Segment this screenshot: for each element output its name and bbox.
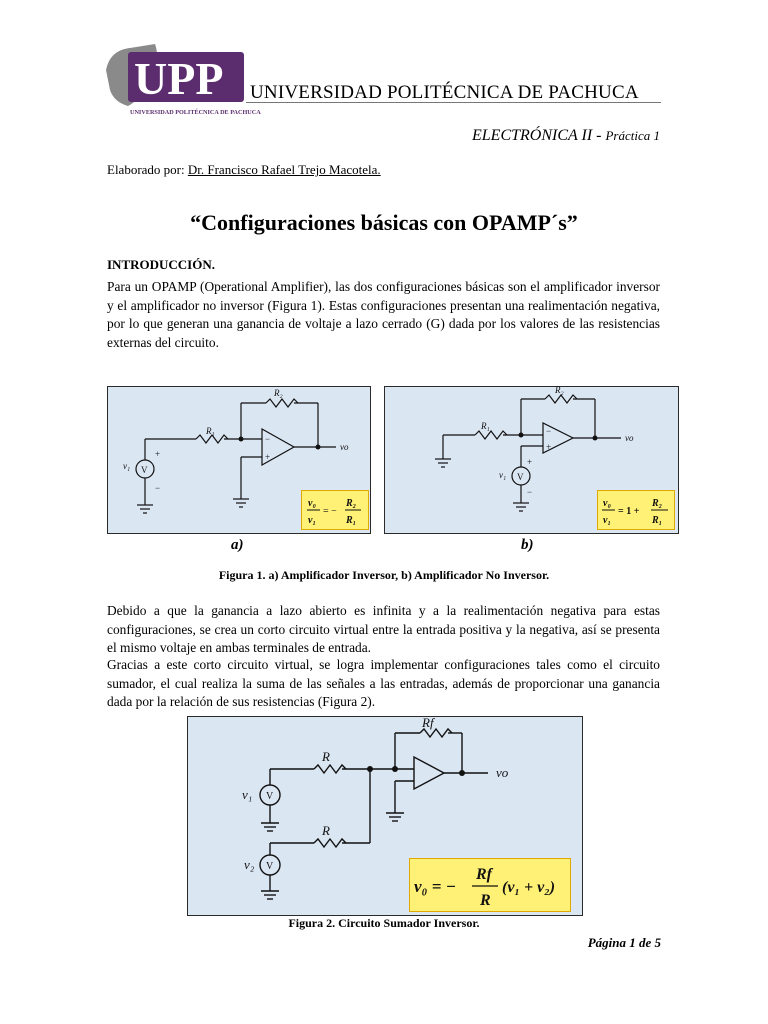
svg-text:v₁: v₁ [499,470,507,480]
svg-text:+: + [527,457,533,467]
label-source-minus: − [155,483,161,493]
author-label: Elaborado por: [107,162,185,177]
label-source-plus: + [155,449,161,459]
svg-text:V: V [266,861,274,872]
resistor-r1 [475,431,507,439]
practice-number: Práctica 1 [605,128,660,143]
figure-1b-noninverting-amplifier [384,386,679,534]
svg-text:V: V [266,791,274,802]
virtual-short-paragraph: Debido a que la ganancia a lazo abierto es infinita y a la realimentación negativa para estas configuraciones, se crea un corto circuito virtual entre la entrada positiva y la negativa, así se presenta el mismo voltaje en ambas terminales de entrada. [107,603,660,655]
label-source-v: V [141,465,148,475]
resistor-r2 [545,395,577,403]
figure-1-caption: Figura 1. a) Amplificador Inversor, b) Amplificador No Inversor. [218,568,550,582]
svg-text:= 1 +: = 1 + [618,506,640,517]
svg-text:R: R [480,892,491,909]
label-v2: v₂ [244,857,255,872]
svg-text:+: + [546,442,552,452]
svg-text:R₁: R₁ [346,515,357,526]
resistor-r1 [196,435,228,443]
label-opamp-plus: + [265,452,271,462]
svg-text:v₁: v₁ [308,515,316,526]
label-vo: vo [496,765,509,780]
svg-text:R₁: R₁ [652,515,663,526]
author-line [107,162,381,178]
document-title: “Configuraciones básicas con OPAMP´s” [190,210,578,235]
university-logo [100,40,261,120]
svg-text:−: − [527,487,533,497]
svg-text:R₂: R₂ [652,498,663,509]
svg-text:v₀: v₀ [603,498,611,509]
figure-1a-label: a) [231,537,244,553]
svg-text:V: V [517,472,524,482]
resistor-r2 [266,399,298,407]
resistor-r-top [314,765,346,773]
figure-2-caption: Figura 2. Circuito Sumador Inversor. [288,916,480,930]
label-r-top: R [322,749,330,764]
formula-inverting-gain [301,490,369,530]
intro-paragraph: Para un OPAMP (Operational Amplifier), las dos configuraciones básicas son el amplificador inversor y el amplificador no inversor (Figura 1). Estas configuraciones presentan una realimentación negativa, por lo que generan una ganancia de voltaje a lazo cerrado (G) dada por los valores de las resistencias externas del circuito. [107,279,660,350]
svg-text:v₀: v₀ [308,498,316,509]
label-r1: R₁ [206,426,215,436]
figure-2-summing-amplifier [187,716,583,916]
opamp-triangle [414,757,444,789]
svg-text:−: − [546,426,552,436]
course-line [472,127,660,145]
logo-subtext: UNIVERSIDAD POLITÉCNICA DE PACHUCA [130,109,261,116]
university-name: UNIVERSIDAD POLITÉCNICA DE PACHUCA [250,82,639,103]
course-name: ELECTRÓNICA II - [472,127,602,144]
svg-text:Rf: Rf [476,866,492,883]
svg-text:= −: = − [323,506,337,517]
formula-summing-output [409,858,571,912]
summing-paragraph: Gracias a este corto circuito virtual, se logra implementar configuraciones tales como el circuito sumador, el cual realiza la suma de las señales a las entradas, además de proporcionar una ganancia dada por la relación de sus resistencias (Figura 2). [107,657,660,709]
label-r-bottom: R [322,823,330,838]
svg-text:vo: vo [625,433,634,443]
svg-text:(v₁ + v₂): (v₁ + v₂) [502,879,556,896]
header-rule [246,102,661,103]
formula-noninverting-gain [597,490,675,530]
label-v1: v₁ [242,787,253,802]
author-name: Dr. Francisco Rafael Trejo Macotela. [187,162,381,177]
page-number: Página 1 de 5 [587,935,661,950]
label-opamp-minus: − [265,434,271,444]
svg-text:R₁: R₁ [481,421,490,431]
label-rf: Rf [422,715,434,730]
section-heading: INTRODUCCIÓN. [107,257,215,272]
logo-letters: UPP [134,53,224,104]
figure-1b-label: b) [521,537,534,553]
label-r2: R₂ [274,388,283,398]
svg-text:R₂: R₂ [346,498,357,509]
label-v1: v₁ [123,461,131,471]
svg-text:v₀ = −: v₀ = − [414,877,456,896]
label-vo: vo [340,442,349,452]
resistor-rf [420,729,452,737]
figure-1a-inverting-amplifier [107,386,371,534]
resistor-r-bottom [314,839,346,847]
svg-text:v₁: v₁ [603,515,611,526]
svg-text:R₂: R₂ [555,385,564,395]
